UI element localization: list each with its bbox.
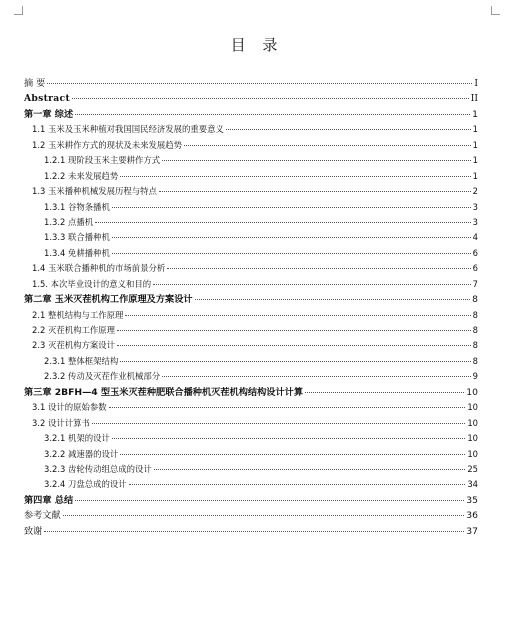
toc-dot-leader <box>63 515 465 516</box>
toc-entry-label: 1.3.3 联合播种机 <box>44 232 110 243</box>
toc-entry-label: 摘 要 <box>24 78 46 89</box>
toc-entry[interactable] <box>24 462 478 477</box>
toc-entry-page-number: 8 <box>472 355 478 366</box>
toc-entry-page-number: 34 <box>467 479 478 490</box>
toc-entry[interactable] <box>24 493 478 508</box>
toc-entry-label: 第三章 2BFH—4 型玉米灭茬种肥联合播种机灭茬机构结构设计计算 <box>24 386 304 398</box>
toc-entry-label: 1.3.1 谷物条播机 <box>44 201 110 212</box>
toc-entry-page-number: 7 <box>472 278 478 289</box>
toc-entry[interactable] <box>24 323 478 338</box>
toc-dot-leader <box>195 299 471 300</box>
toc-entry[interactable] <box>24 230 478 245</box>
toc-entry[interactable] <box>24 431 478 446</box>
toc-dot-leader <box>120 176 470 177</box>
toc-dot-leader <box>167 268 470 269</box>
toc-entry-label: 1.2.1 现阶段玉米主要耕作方式 <box>44 155 161 166</box>
toc-dot-leader <box>75 500 464 501</box>
toc-dot-leader <box>129 484 466 485</box>
toc-entry-page-number: 1 <box>472 170 478 181</box>
toc-entry-label: 致谢 <box>24 525 43 537</box>
toc-dot-leader <box>125 315 470 316</box>
toc-entry-page-number: 1 <box>472 139 478 150</box>
toc-entry-page-number: 8 <box>472 325 478 335</box>
toc-entry[interactable] <box>24 277 478 292</box>
toc-entry-label: 1.4 玉米联合播种机的市场前景分析 <box>32 263 166 274</box>
toc-entry-label: 3.2.1 机架的设计 <box>44 433 110 444</box>
toc-entry-label: 2.3 灭茬机构方案设计 <box>32 340 115 351</box>
toc-entry-label: 2.3.1 整体框架结构 <box>44 355 119 366</box>
toc-entry-page-number: 1 <box>472 108 478 120</box>
toc-dot-leader <box>112 438 465 439</box>
toc-dot-leader <box>117 345 471 346</box>
toc-entry-label: 参考文献 <box>24 510 61 522</box>
toc-entry-page-number: 10 <box>467 448 478 459</box>
toc-entry-label: 1.2.2 未来发展趋势 <box>44 170 119 181</box>
toc-entry-label: 1.3.4 免耕播种机 <box>44 247 110 258</box>
toc-dot-leader <box>109 407 466 408</box>
toc-entry[interactable] <box>24 122 478 137</box>
toc-entry[interactable] <box>24 246 478 261</box>
toc-entry-page-number: 10 <box>466 386 478 398</box>
toc-entry-label: 2.3.2 传动及灭茬作业机械部分 <box>44 371 161 382</box>
toc-entry-label: 第四章 总结 <box>24 494 74 506</box>
page-corner-mark-right <box>491 6 500 15</box>
toc-entry-page-number: 10 <box>467 433 478 444</box>
toc-dot-leader <box>226 129 471 130</box>
toc-entry[interactable] <box>24 308 478 323</box>
toc-entry[interactable] <box>24 354 478 369</box>
toc-entry-label: 3.2.4 刀盘总成的设计 <box>44 479 127 490</box>
toc-entry-page-number: 3 <box>472 216 478 227</box>
table-of-contents <box>24 76 478 539</box>
toc-entry-page-number: 6 <box>472 263 478 274</box>
toc-entry-label: 2.1 整机结构与工作原理 <box>32 309 124 320</box>
toc-entry-page-number: 35 <box>466 494 478 506</box>
toc-entry-page-number: 4 <box>472 232 478 243</box>
toc-entry[interactable] <box>24 385 478 400</box>
toc-entry-page-number: 9 <box>472 371 478 382</box>
toc-entry[interactable] <box>24 261 478 276</box>
toc-dot-leader <box>120 454 465 455</box>
toc-entry-page-number: II <box>470 93 478 105</box>
toc-entry-label: 2.2 灭茬机构工作原理 <box>32 325 115 335</box>
toc-dot-leader <box>117 330 471 331</box>
toc-entry-page-number: 6 <box>472 247 478 258</box>
toc-entry[interactable] <box>24 200 478 215</box>
toc-dot-leader <box>162 160 471 161</box>
toc-entry[interactable] <box>24 416 478 431</box>
toc-entry-label: 3.2.2 减速器的设计 <box>44 448 119 459</box>
toc-dot-leader <box>72 98 469 99</box>
toc-entry-page-number: 8 <box>472 294 478 306</box>
toc-entry[interactable] <box>24 400 478 415</box>
toc-dot-leader <box>112 253 471 254</box>
toc-entry-page-number: 1 <box>472 124 478 135</box>
toc-entry[interactable] <box>24 338 478 353</box>
toc-entry[interactable] <box>24 369 478 384</box>
toc-entry-label: 1.1 玉米及玉米种植对我国国民经济发展的重要意义 <box>32 124 224 135</box>
toc-entry[interactable] <box>24 169 478 184</box>
toc-dot-leader <box>47 83 472 84</box>
toc-entry-page-number: 36 <box>466 510 478 522</box>
toc-title: 目 录 <box>230 36 284 54</box>
toc-dot-leader <box>154 469 466 470</box>
toc-entry[interactable] <box>24 447 478 462</box>
toc-entry[interactable] <box>24 91 478 106</box>
toc-entry-label: 第一章 综述 <box>24 108 74 120</box>
toc-entry[interactable] <box>24 138 478 153</box>
toc-dot-leader <box>159 191 471 192</box>
page-corner-mark-left <box>14 6 23 15</box>
toc-entry-label: 1.2 玉米耕作方式的现状及未来发展趋势 <box>32 139 182 150</box>
toc-entry-page-number: 8 <box>472 309 478 320</box>
toc-dot-leader <box>305 392 464 393</box>
toc-entry-label: 1.5. 本次毕业设计的意义和目的 <box>32 278 152 289</box>
toc-entry-label: 3.2 设计计算书 <box>32 417 90 428</box>
toc-dot-leader <box>162 376 471 377</box>
toc-dot-leader <box>112 207 471 208</box>
toc-entry[interactable] <box>24 107 478 122</box>
toc-dot-leader <box>92 423 465 424</box>
toc-entry[interactable] <box>24 184 478 199</box>
toc-entry-label: Abstract <box>24 93 71 105</box>
toc-entry-label: 1.3 玉米播种机械发展历程与特点 <box>32 186 157 197</box>
toc-entry-label: 3.1 设计的原始参数 <box>32 402 107 413</box>
toc-entry[interactable] <box>24 292 478 307</box>
toc-dot-leader <box>95 222 471 223</box>
toc-entry-page-number: 1 <box>472 155 478 166</box>
toc-entry[interactable] <box>24 215 478 230</box>
toc-dot-leader <box>153 284 471 285</box>
toc-entry-page-number: 2 <box>472 186 478 197</box>
toc-entry-page-number: 10 <box>467 402 478 413</box>
toc-entry-page-number: I <box>474 78 478 89</box>
toc-dot-leader <box>112 237 471 238</box>
toc-dot-leader <box>75 114 470 115</box>
toc-dot-leader <box>120 361 470 362</box>
toc-entry-page-number: 25 <box>467 463 478 474</box>
toc-entry[interactable] <box>24 477 478 492</box>
toc-entry-label: 3.2.3 齿轮传动组总成的设计 <box>44 463 152 474</box>
toc-entry-page-number: 8 <box>472 340 478 351</box>
toc-entry[interactable] <box>24 508 478 523</box>
toc-entry-page-number: 37 <box>466 525 478 537</box>
toc-entry-label: 1.3.2 点播机 <box>44 216 94 227</box>
toc-entry[interactable] <box>24 524 478 539</box>
toc-entry[interactable] <box>24 153 478 168</box>
toc-dot-leader <box>184 145 471 146</box>
toc-dot-leader <box>44 531 464 532</box>
toc-entry-label: 第二章 玉米灭茬机构工作原理及方案设计 <box>24 294 193 306</box>
toc-entry[interactable] <box>24 76 478 91</box>
toc-entry-page-number: 3 <box>472 201 478 212</box>
toc-entry-page-number: 10 <box>467 417 478 428</box>
